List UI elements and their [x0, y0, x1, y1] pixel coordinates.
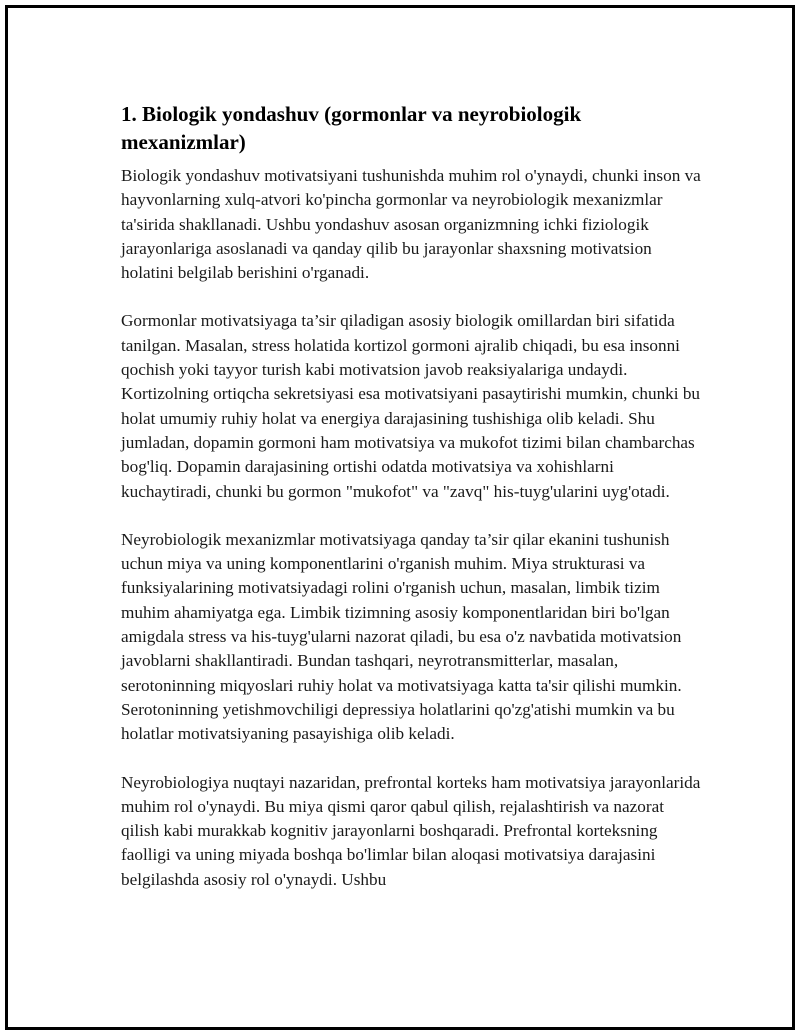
page-frame: [5, 5, 795, 1030]
paragraph-3: Neyrobiologik mexanizmlar motivatsiyaga qanday ta’sir qilar ekanini tushunish uchun miya va uning komponentlarini o'rganish muhim. Miya strukturasi va funksiyalarining motivatsiyadagi rolini o'rganish uchun, masalan, limbik tizim muhim ahamiyatga ega. Limbik tizimning asosiy komponentlaridan biri bo'lgan amigdala stress va his-tuyg'ularni nazorat qiladi, bu esa o'z navbatida motivatsion javoblarni shakllantiradi. Bundan tashqari, neyrotransmitterlar, masalan, serotoninning miqyoslari ruhiy holat va motivatsiyaga katta ta'sir qilishi mumkin. Serotoninning yetishmovchiligi depressiya holatlarini qo'zg'atishi mumkin va bu holatlar motivatsiyaning pasayishiga olib keladi.: [121, 529, 682, 744]
paragraph-1: Biologik yondashuv motivatsiyani tushunishda muhim rol o'ynaydi, chunki inson va hayvonlarning xulq-atvori ko'pincha gormonlar va neyrobiologik mexanizmlar ta'sirida shakllanadi. Ushbu yondashuv asosan organizmning ichki fiziologik jarayonlariga asoslanadi va qanday qilib bu jarayonlar shaxsning motivatsion holatini belgilab berishini o'rganadi.: [121, 166, 701, 283]
section-heading: 1. Biologik yondashuv (gormonlar va neyrobiologik mexanizmlar): [121, 102, 582, 154]
paragraph-4: Neyrobiologiya nuqtayi nazaridan, prefrontal korteks ham motivatsiya jarayonlarida muhim rol o'ynaydi. Bu miya qismi qaror qabul qilish, rejalashtirish va nazorat qilish kabi murakkab kognitiv jarayonlarni boshqaradi. Prefrontal korteksning faolligi va uning miyada boshqa bo'limlar bilan aloqasi motivatsiya darajasini belgilashda asosiy rol o'ynaydi. Ushbu: [121, 772, 701, 889]
paragraph-2: Gormonlar motivatsiyaga ta’sir qiladigan asosiy biologik omillardan biri sifatida tanilgan. Masalan, stress holatida kortizol gormoni ajralib chiqadi, bu esa insonni qochish yoki tayyor turish kabi motivatsion javob reaksiyalariga undaydi. Kortizolning ortiqcha sekretsiyasi esa motivatsiyani pasaytirishi mumkin, chunki bu holat umumiy ruhiy holat va energiya darajasining tushishiga olib keladi. Shu jumladan, dopamin gormoni ham motivatsiya va mukofot tizimi bilan chambarchas bog'liq. Dopamin darajasining ortishi odatda motivatsiya va xohishlarni kuchaytiradi, chunki bu gormon "mukofot" va "zavq" his-tuyg'ularini uyg'otadi.: [121, 311, 701, 501]
document-body: [121, 100, 701, 916]
